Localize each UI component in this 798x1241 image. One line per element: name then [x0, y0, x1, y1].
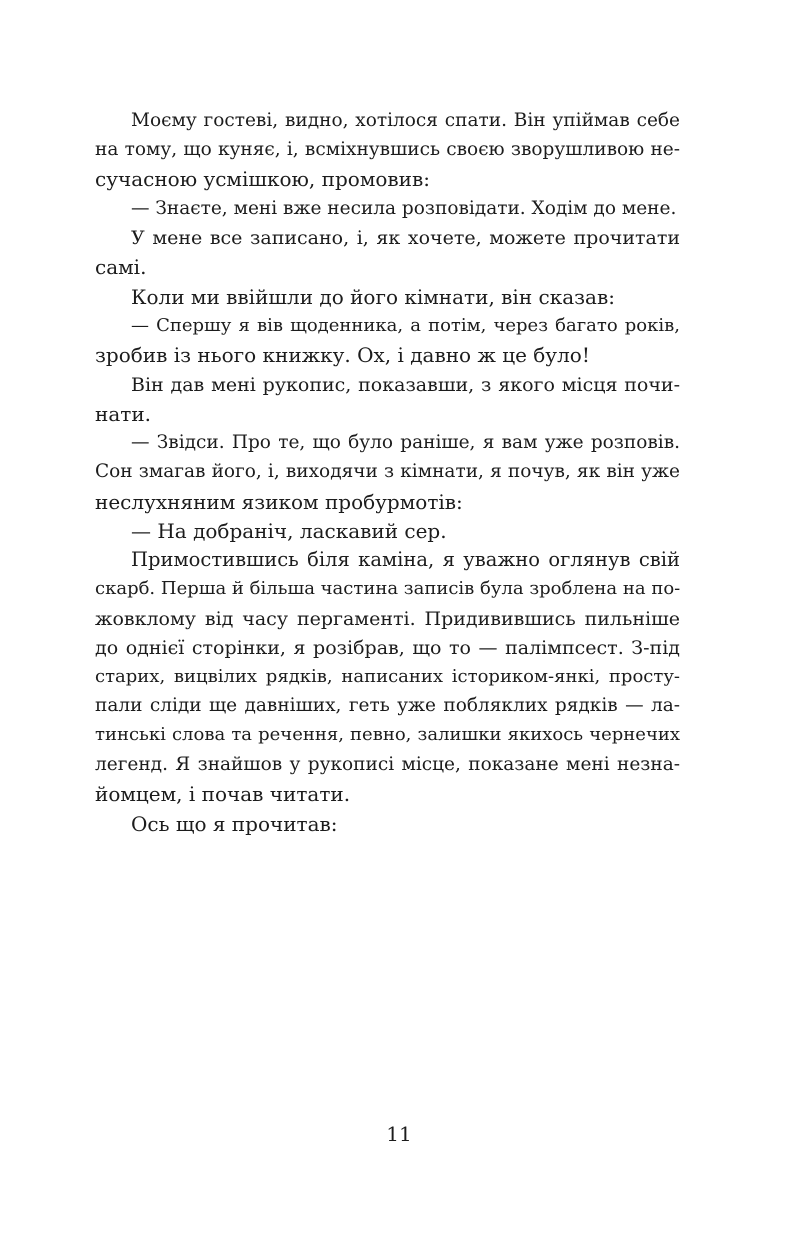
text-line: неслухняним язиком пробурмотів: — [95, 490, 463, 514]
text-line: до однієї сторінки, я розібрав, що то — палімпсест. З-під — [95, 637, 680, 659]
text-line: пали сліди ще давніших, геть уже побляклих рядків — ла- — [95, 695, 680, 716]
text-line: самі. — [95, 255, 147, 279]
text-line: — Спершу я вів щоденника, а потім, через багато років, — [131, 315, 680, 336]
text-line: Сон змагав його, і, виходячи з кімнати, я почув, як він уже — [95, 461, 680, 482]
text-line: скарб. Перша й більша частина записів була зроблена на по- — [95, 578, 681, 599]
text-line: Моєму гостеві, видно, хотілося спати. Він упіймав себе — [131, 110, 680, 131]
text-line: легенд. Я знайшов у рукописі місце, показане мені незна- — [95, 754, 680, 775]
text-line: У мене все записано, і, як хочете, можете прочитати — [131, 227, 680, 249]
text-line: зробив із нього книжку. Ох, і давно ж це було! — [95, 343, 590, 367]
text-line: жовклому від часу пергаменті. Придивившись пильніше — [95, 608, 680, 630]
text-line: на тому, що куняє, і, всміхнувшись своєю зворушливою не- — [95, 139, 680, 160]
text-line: старих, вицвілих рядків, написаних істориком-янкі, просту- — [95, 666, 680, 687]
text-line: тинські слова та речення, певно, залишки якихось чернечих — [95, 724, 680, 745]
text-line: — На добраніч, ласкавий сер. — [131, 519, 447, 543]
text-line: — Знаєте, мені вже несила розповідати. Ходім до мене. — [131, 198, 677, 219]
text-line: Він дав мені рукопис, показавши, з якого місця почи- — [131, 374, 680, 396]
text-line: Примостившись біля каміна, я уважно оглянув свій — [131, 548, 680, 571]
text-line: — Звідси. Про те, що було раніше, я вам уже розповів. — [131, 432, 680, 453]
text-line: нати. — [95, 402, 152, 426]
text-line: Коли ми ввійшли до його кімнати, він сказав: — [131, 285, 615, 309]
text-line: сучасною усмішкою, промовив: — [95, 167, 430, 191]
text-line: йомцем, і почав читати. — [95, 782, 351, 806]
text-line: Ось що я прочитав: — [131, 812, 338, 836]
page-number: 11 — [386, 1122, 412, 1146]
